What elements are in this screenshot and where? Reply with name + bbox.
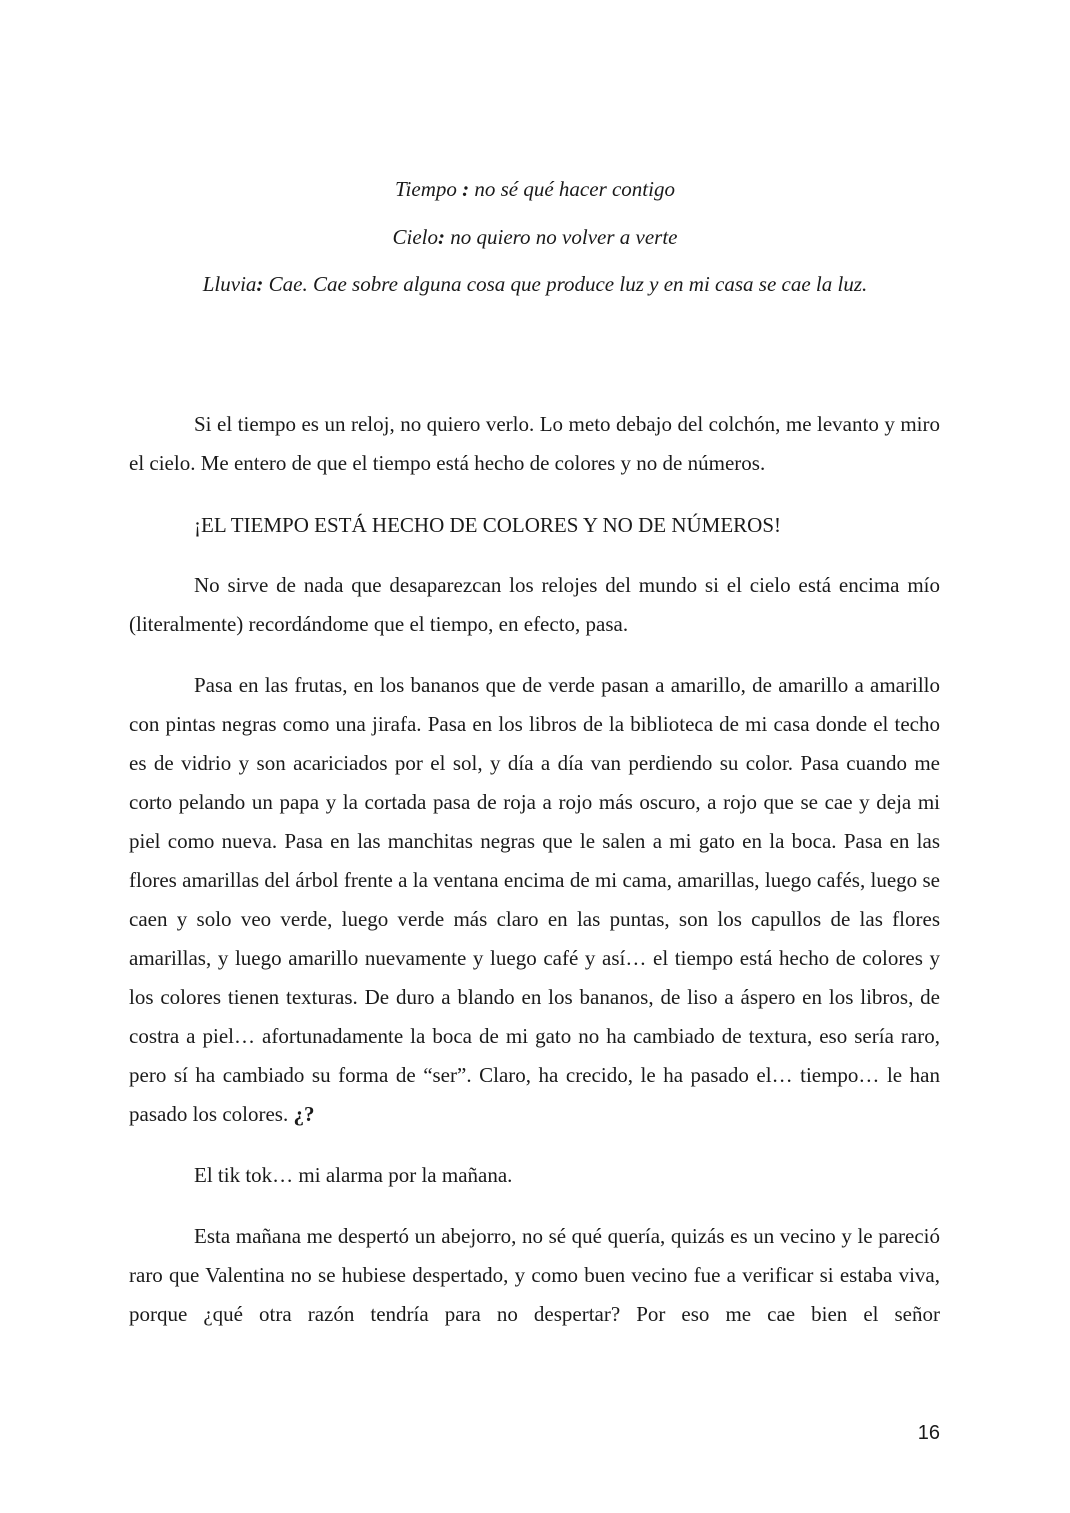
epigraph-line-tiempo [0, 177, 1070, 201]
epigraph-text: no quiero no volver a verte [445, 225, 678, 249]
epigraph-text: Cae. Cae sobre alguna cosa que produce luz y en mi casa se cae la luz. [263, 272, 868, 296]
paragraph-relojes: No sirve de nada que desaparezcan los relojes del mundo si el cielo está encima mío (literalmente) recordándome que el tiempo, en efecto, pasa. [129, 573, 940, 636]
epigraph-separator: : [438, 225, 445, 249]
page-number: 16 [917, 1422, 940, 1444]
paragraph-alarma: El tik tok… mi alarma por la mañana. [194, 1163, 513, 1187]
paragraph-colores-text: Pasa en las frutas, en los bananos que de verde pasan a amarillo, de amarillo a amarillo con pintas negras como una jirafa. Pasa en los libros de la biblioteca de mi casa donde el techo es de vidrio y son acariciados por el sol, y día a día van perdiendo su color. Pasa cuando me corto pelando un papa y la cortada pasa de roja a rojo más oscuro, a rojo que se cae y deja mi piel como nueva. Pasa en las manchitas negras que le salen a mi gato en la boca. Pasa en las flores amarillas del árbol frente a la ventana encima de mi cama, amarillas, luego cafés, luego se caen y solo veo verde, luego verde más claro en las puntas, son los capullos de las flores amarillas, y luego amarillo nuevamente y luego café y así… el tiempo está hecho de colores y los colores tienen texturas. De duro a blando en los bananos, de liso a áspero en los libros, de costra a piel… afortunadamente la boca de mi gato no ha cambiado de textura, eso sería raro, pero sí ha cambiado su forma de “ser”. Claro, ha crecido, le ha pasado el… tiempo… le han pasado los colores. [129, 673, 940, 1126]
epigraph-separator: : [456, 177, 470, 201]
epigraph-key: Cielo [392, 225, 438, 249]
epigraph-line-lluvia [0, 272, 1070, 296]
paragraph-colores [129, 666, 940, 1134]
paragraph-exclamation: ¡EL TIEMPO ESTÁ HECHO DE COLORES Y NO DE NÚMEROS! [194, 513, 782, 537]
paragraph-reloj: Si el tiempo es un reloj, no quiero verlo. Lo meto debajo del colchón, me levanto y miro el cielo. Me entero de que el tiempo está hecho de colores y no de números. [129, 412, 940, 475]
epigraph-line-cielo [0, 225, 1070, 249]
paragraph-abejorro: Esta mañana me despertó un abejorro, no sé qué quería, quizás es un vecino y le pareció raro que Valentina no se hubiese despertado, y como buen vecino fue a verificar si estaba viva, porque ¿qué otra razón tendría para no despertar? Por eso me cae bien el señor [129, 1224, 940, 1326]
question-mark: ¿? [293, 1102, 315, 1126]
epigraph-text: no sé qué hacer contigo [469, 177, 675, 201]
epigraph-key: Lluvia [202, 272, 257, 296]
epigraph-key: Tiempo [395, 177, 457, 201]
epigraph-separator: : [256, 272, 264, 296]
